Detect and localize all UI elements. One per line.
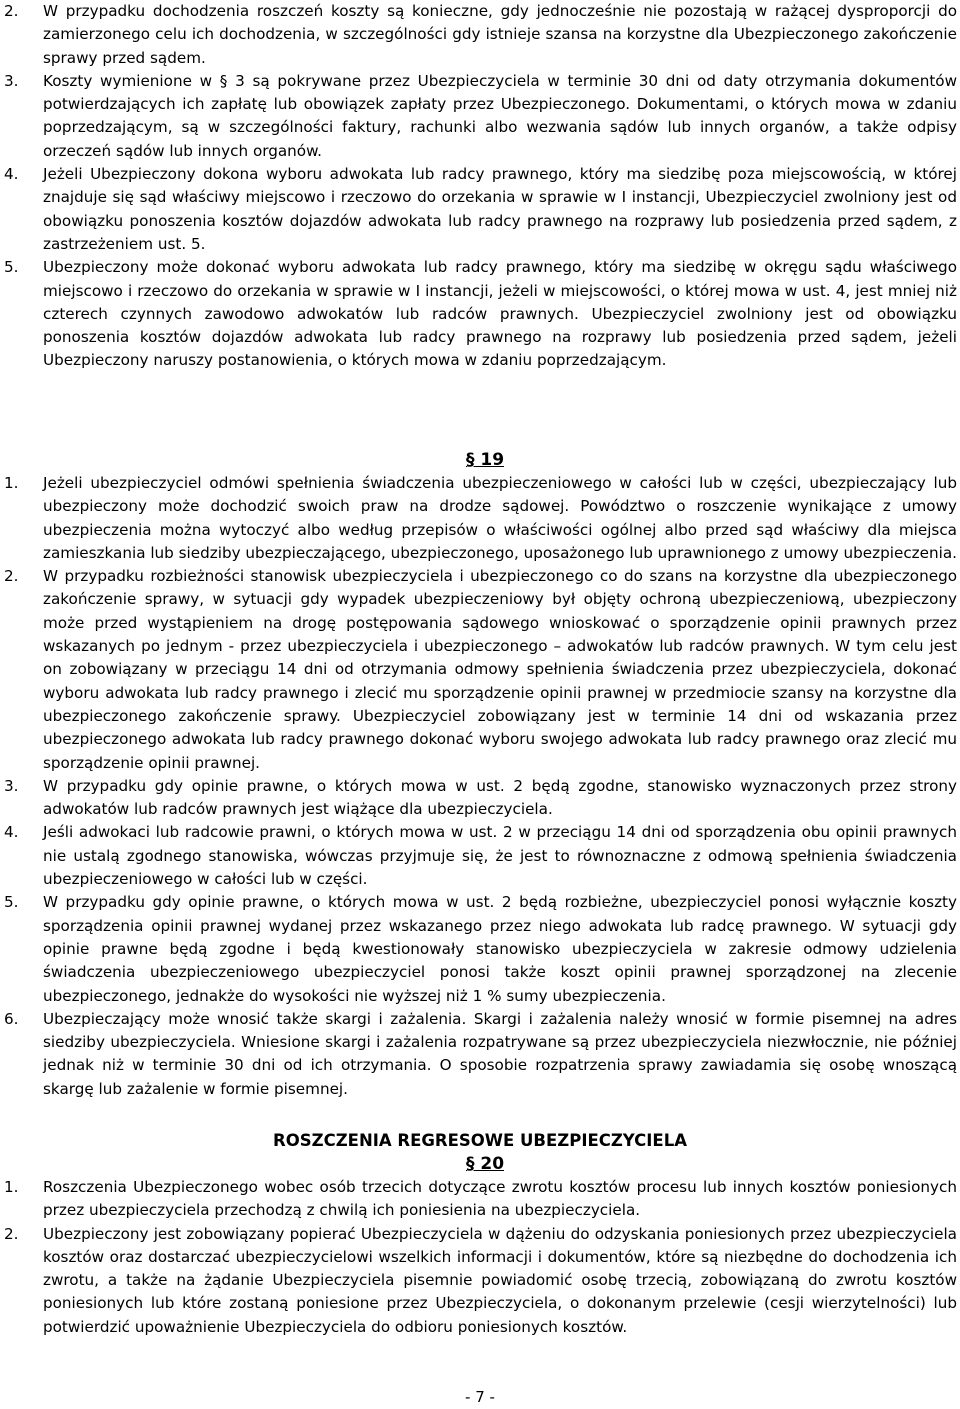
section-number: § 20 [465, 1154, 505, 1174]
item-number: 1. [4, 1178, 19, 1196]
item-text: Ubezpieczający może wnosić także skargi i zażalenia. Skargi i zażalenia należy wnosić w formie pisemnej na adres siedziby ubezpieczyciela. Wniesione skargi i zażalenia rozpatrywane są przez ubezpieczyciela niezwłocznie, nie później jednak niż w terminie 30 dni od ich otrzymania. O sposobie rozpatrzenia sprawy zawiadamia się osobę wnoszącą skargę lub zażalenie w formie pisemnej. [43, 1009, 957, 1098]
item-number: 2. [4, 567, 19, 586]
block-a [0, 0, 960, 373]
item-number: 2. [4, 2, 19, 20]
item-number: 6. [4, 1009, 19, 1028]
item-number: 2. [4, 1224, 19, 1243]
item-number: 3. [4, 71, 19, 90]
item-text: Ubezpieczony może dokonać wyboru adwokata lub radcy prawnego, który ma siedzibę w okręgu sądu właściwego miejscowo i rzeczowo do orzekania w sprawie w I instancji, jeżeli w miejscowości, o której mowa w ust. 4, jest mniej niż czterech czynnych zawodowo adwokatów lub radców prawnych. Ubezpieczyciel zwolniony jest od obowiązku ponoszenia kosztów dojazdów adwokata lub radcy prawnego na rozprawy lub posiedzenia przed sądem, jeżeli Ubezpieczony naruszy postanowienia, o których mowa w zdaniu poprzedzającym. [43, 258, 957, 370]
section-sign [0, 448, 960, 472]
item-text: W przypadku rozbieżności stanowisk ubezpieczyciela i ubezpieczonego co do szans na korzystne dla ubezpieczonego zakończenie sprawy, w sytuacji gdy wypadek ubezpieczeniowy był objęty ochroną ubezpieczeniową, ubezpieczony może przed wystąpieniem na drogę postępowania sądowego wnioskować o sporządzenie opinii prawnych przez wskazanych po jednym - przez ubezpieczyciela i ubezpieczonego – adwokatów lub radców prawnych. W tym celu jest on zobowiązany w przeciągu 14 dni od otrzymania odmowy spełnienia świadczenia przez ubezpieczyciela, dokonać wyboru adwokata lub radcy prawnego i zlecić mu sporządzenie opinii prawnej w przedmiocie szansy na korzystne dla ubezpieczonego zakończenie sprawy. Ubezpieczyciel zobowiązany jest w terminie 14 dni od wskazania przez ubezpieczonego adwokata lub radcy prawnego dokonać wyboru swojego adwokata lub radcy prawnego oraz zlecić mu sporządzenie opinii prawnej. [43, 567, 957, 772]
section-19 [0, 448, 960, 1101]
item-number: 4. [4, 823, 19, 842]
list-item [0, 565, 960, 775]
item-number: 5. [4, 893, 19, 912]
item-text: Jeśli adwokaci lub radcowie prawni, o których mowa w ust. 2 w przeciągu 14 dni od sporządzenia obu opinii prawnych nie ustalą zgodnego stanowiska, wówczas przyjmuje się, że jest to równoznaczne z odmową spełnienia świadczenia ubezpieczeniowego w całości lub w części. [43, 823, 957, 889]
page-number: - 7 - [465, 1388, 495, 1406]
item-text: W przypadku gdy opinie prawne, o których mowa w ust. 2 będą rozbieżne, ubezpieczyciel ponosi wyłącznie koszty sporządzenia opinii prawnej wydanej przez wskazanego przez niego adwokata lub radcę prawnego. W sytuacji gdy opinie prawne będą zgodne i będą kwestionowały stanowisko ubezpieczyciela w zakresie odmowy udzielenia świadczenia ubezpieczeniowego ubezpieczyciel ponosi także koszt opinii prawnej sporządzonej na zlecenie ubezpieczonego, jednakże do wysokości nie wyższej niż 1 % sumy ubezpieczenia. [43, 893, 957, 1005]
item-text: W przypadku dochodzenia roszczeń koszty są konieczne, gdy jednocześnie nie pozostają w rażącej dysproporcji do zamierzonego celu ich dochodzenia, w szczególności gdy istnieje szansa na korzystne dla Ubezpieczonego zakończenie sprawy przed sądem. [43, 2, 957, 67]
list-item [0, 1223, 960, 1339]
item-text: Jeżeli ubezpieczyciel odmówi spełnienia świadczenia ubezpieczeniowego w całości lub w części, ubezpieczający lub ubezpieczony może dochodzić swoich praw na drodze sądowej. Powództwo o roszczenie wynikające z umowy ubezpieczenia można wytoczyć albo według przepisów o właściwości ogólnej albo przed sąd właściwy dla miejsca zamieszkania lub siedziby ubezpieczającego, ubezpieczonego, uposażonego lub uprawnionego z umowy ubezpieczenia. [43, 474, 957, 562]
list-item [0, 472, 960, 565]
item-text: Ubezpieczony jest zobowiązany popierać Ubezpieczyciela w dążeniu do odzyskania poniesionych przez ubezpieczyciela kosztów oraz dostarczać ubezpieczycielowi wszelkich informacji i dokumentów, które są niezbędne do dochodzenia ich zwrotu, a także na żądanie Ubezpieczyciela pisemnie powiadomić osobę trzecią, zobowiązaną do zwrotu kosztów poniesionych lub które zostaną poniesione przez Ubezpieczyciela, o dokonanym przelewie (cesji wierzytelności) lub potwierdzić upoważnienie Ubezpieczyciela do odbioru poniesionych kosztów. [43, 1224, 957, 1336]
item-text: Roszczenia Ubezpieczonego wobec osób trzecich dotyczące zwrotu kosztów procesu lub innych kosztów poniesionych przez ubezpieczyciela przechodzą z chwilą ich poniesienia na ubezpieczyciela. [43, 1178, 957, 1220]
item-number: 1. [4, 474, 19, 492]
section-sign [0, 1152, 960, 1176]
list-item [0, 256, 960, 372]
item-text: W przypadku gdy opinie prawne, o których mowa w ust. 2 będą zgodne, stanowisko wyznaczonych przez strony adwokatów lub radców prawnych jest wiążące dla ubezpieczyciela. [43, 776, 957, 819]
item-text: Jeżeli Ubezpieczony dokona wyboru adwokata lub radcy prawnego, który ma siedzibę poza miejscowością, w której znajduje się sąd właściwy miejscowo i rzeczowo do orzekania w sprawie w I instancji, Ubezpieczyciel zwolniony jest od obowiązku ponoszenia kosztów dojazdów adwokata lub radcy prawnego na rozprawy lub posiedzenia przed sądem, z zastrzeżeniem ust. 5. [43, 165, 957, 253]
item-text: Koszty wymienione w § 3 są pokrywane przez Ubezpieczyciela w terminie 30 dni od daty otrzymania dokumentów potwierdzających ich zapłatę lub obowiązek zapłaty przez Ubezpieczonego. Dokumentami, o których mowa w zdaniu poprzedzającym, są w szczególności faktury, rachunki albo wezwania sądów lub innych organów, a także odpisy orzeczeń sądów lub innych organów. [43, 71, 957, 160]
section-heading: ROSZCZENIA REGRESOWE UBEZPIECZYCIELA [273, 1131, 687, 1150]
list-item [0, 775, 960, 822]
list-item [0, 1176, 960, 1223]
list-item [0, 891, 960, 1007]
item-number: 3. [4, 776, 19, 795]
list-item [0, 163, 960, 256]
list-item [0, 1008, 960, 1101]
item-number: 5. [4, 258, 19, 277]
list-item [0, 70, 960, 163]
item-number: 4. [4, 165, 19, 184]
list-item [0, 0, 960, 70]
section-number: § 19 [465, 450, 505, 470]
list-item [0, 821, 960, 891]
section-20 [0, 1129, 960, 1339]
